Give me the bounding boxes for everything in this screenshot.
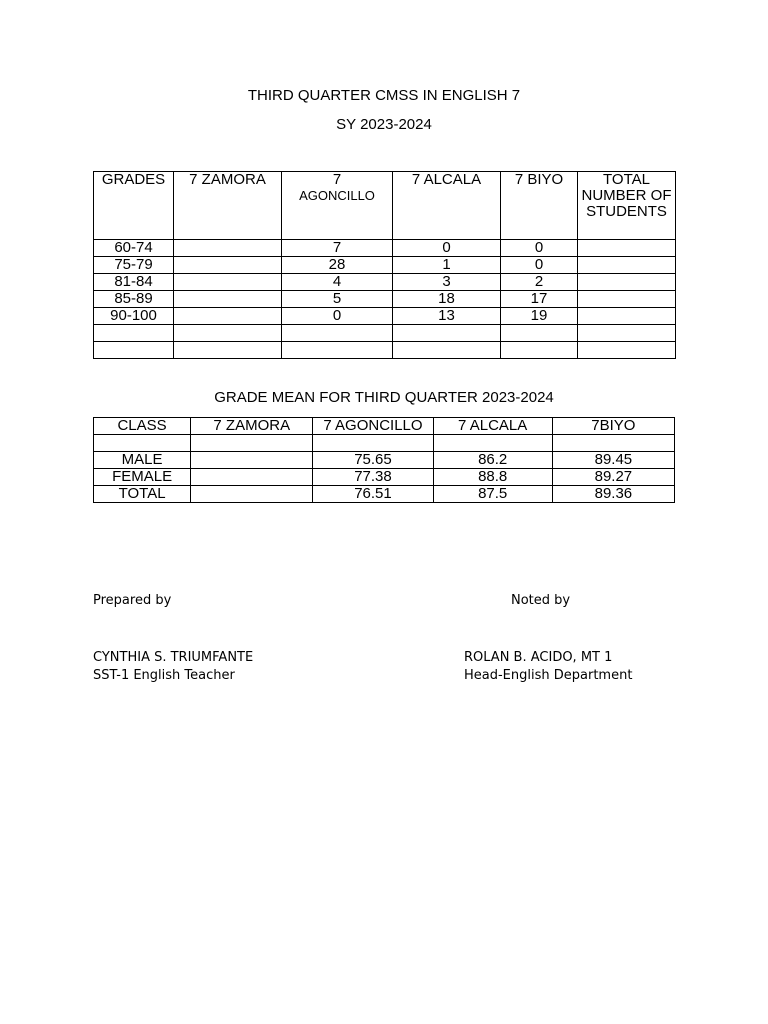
table-row bbox=[94, 274, 676, 291]
table-cell: 0 bbox=[501, 240, 578, 257]
table-cell bbox=[191, 452, 313, 469]
table-cell bbox=[578, 325, 676, 342]
header-total-students: TOTAL NUMBER OF STUDENTS bbox=[578, 172, 676, 240]
table-cell bbox=[191, 469, 313, 486]
table-header-row bbox=[94, 172, 676, 240]
table-cell: 17 bbox=[501, 291, 578, 308]
table-cell bbox=[94, 325, 174, 342]
header-7-agoncillo-number: 7 bbox=[332, 171, 342, 188]
table-cell: 0 bbox=[282, 308, 393, 325]
table-cell: 3 bbox=[393, 274, 501, 291]
grade-mean-title: GRADE MEAN FOR THIRD QUARTER 2023-2024 bbox=[214, 389, 554, 406]
table-cell bbox=[282, 342, 393, 359]
table-cell bbox=[282, 325, 393, 342]
header-7-agoncillo-name: AGONCILLO bbox=[299, 188, 375, 203]
grades-distribution-table bbox=[93, 171, 676, 359]
table-row bbox=[94, 257, 676, 274]
table-cell: 77.38 bbox=[313, 469, 433, 486]
header-7-agoncillo: 7 AGONCILLO bbox=[313, 418, 433, 435]
table-cell: 89.36 bbox=[552, 486, 674, 503]
table-cell bbox=[433, 435, 552, 452]
table-cell bbox=[501, 325, 578, 342]
table-row bbox=[94, 469, 675, 486]
table-cell bbox=[578, 308, 676, 325]
table-cell bbox=[94, 435, 191, 452]
table-cell bbox=[94, 342, 174, 359]
table-cell: 81-84 bbox=[94, 274, 174, 291]
noted-by-label: Noted by bbox=[511, 593, 571, 608]
header-class: CLASS bbox=[94, 418, 191, 435]
table-cell bbox=[174, 240, 282, 257]
table-cell: 28 bbox=[282, 257, 393, 274]
table-cell: MALE bbox=[94, 452, 191, 469]
table-cell: 7 bbox=[282, 240, 393, 257]
table-cell: 60-74 bbox=[94, 240, 174, 257]
table-cell: 89.27 bbox=[552, 469, 674, 486]
table-cell: 2 bbox=[501, 274, 578, 291]
header-7-zamora: 7 ZAMORA bbox=[174, 172, 282, 240]
header-7-alcala: 7 ALCALA bbox=[433, 418, 552, 435]
table-cell bbox=[393, 325, 501, 342]
table-cell bbox=[393, 342, 501, 359]
prepared-by-label: Prepared by bbox=[93, 593, 172, 608]
header-grades: GRADES bbox=[94, 172, 174, 240]
table-header-row bbox=[94, 418, 675, 435]
table-cell bbox=[174, 308, 282, 325]
table-cell bbox=[578, 291, 676, 308]
preparer-name: CYNTHIA S. TRIUMFANTE bbox=[93, 650, 254, 665]
preparer-title: SST-1 English Teacher bbox=[93, 668, 235, 683]
header-7-agoncillo bbox=[282, 172, 393, 240]
document-title: THIRD QUARTER CMSS IN ENGLISH 7 bbox=[247, 87, 521, 104]
table-cell: TOTAL bbox=[94, 486, 191, 503]
table-cell: 0 bbox=[501, 257, 578, 274]
table-row bbox=[94, 291, 676, 308]
noter-title: Head-English Department bbox=[464, 668, 633, 683]
table-cell: 18 bbox=[393, 291, 501, 308]
header-7-biyo: 7 BIYO bbox=[501, 172, 578, 240]
table-cell: 4 bbox=[282, 274, 393, 291]
header-7-zamora: 7 ZAMORA bbox=[191, 418, 313, 435]
grade-mean-table bbox=[93, 417, 675, 503]
table-cell bbox=[552, 435, 674, 452]
table-row bbox=[94, 240, 676, 257]
table-cell: 89.45 bbox=[552, 452, 674, 469]
table-cell: FEMALE bbox=[94, 469, 191, 486]
table-cell bbox=[174, 342, 282, 359]
table-row bbox=[94, 435, 675, 452]
table-row bbox=[94, 325, 676, 342]
table-cell bbox=[578, 240, 676, 257]
table-cell bbox=[578, 342, 676, 359]
table-row bbox=[94, 452, 675, 469]
table-cell bbox=[174, 325, 282, 342]
table-cell: 0 bbox=[393, 240, 501, 257]
noter-name: ROLAN B. ACIDO, MT 1 bbox=[464, 650, 613, 665]
table-cell bbox=[313, 435, 433, 452]
table-cell: 1 bbox=[393, 257, 501, 274]
table-cell: 90-100 bbox=[94, 308, 174, 325]
table-cell bbox=[578, 274, 676, 291]
document-subtitle: SY 2023-2024 bbox=[336, 116, 432, 133]
table-cell: 86.2 bbox=[433, 452, 552, 469]
table-cell: 87.5 bbox=[433, 486, 552, 503]
table-cell: 75-79 bbox=[94, 257, 174, 274]
table-cell bbox=[174, 257, 282, 274]
table-cell: 75.65 bbox=[313, 452, 433, 469]
table-cell bbox=[578, 257, 676, 274]
table-cell: 5 bbox=[282, 291, 393, 308]
table-row bbox=[94, 342, 676, 359]
table-cell bbox=[191, 435, 313, 452]
table-cell: 76.51 bbox=[313, 486, 433, 503]
table-cell: 85-89 bbox=[94, 291, 174, 308]
table-cell: 13 bbox=[393, 308, 501, 325]
table-cell bbox=[174, 274, 282, 291]
header-7biyo: 7BIYO bbox=[552, 418, 674, 435]
table-cell: 88.8 bbox=[433, 469, 552, 486]
table-row bbox=[94, 308, 676, 325]
table-cell bbox=[501, 342, 578, 359]
table-cell bbox=[174, 291, 282, 308]
table-cell: 19 bbox=[501, 308, 578, 325]
table-row bbox=[94, 486, 675, 503]
table-cell bbox=[191, 486, 313, 503]
header-7-alcala: 7 ALCALA bbox=[393, 172, 501, 240]
